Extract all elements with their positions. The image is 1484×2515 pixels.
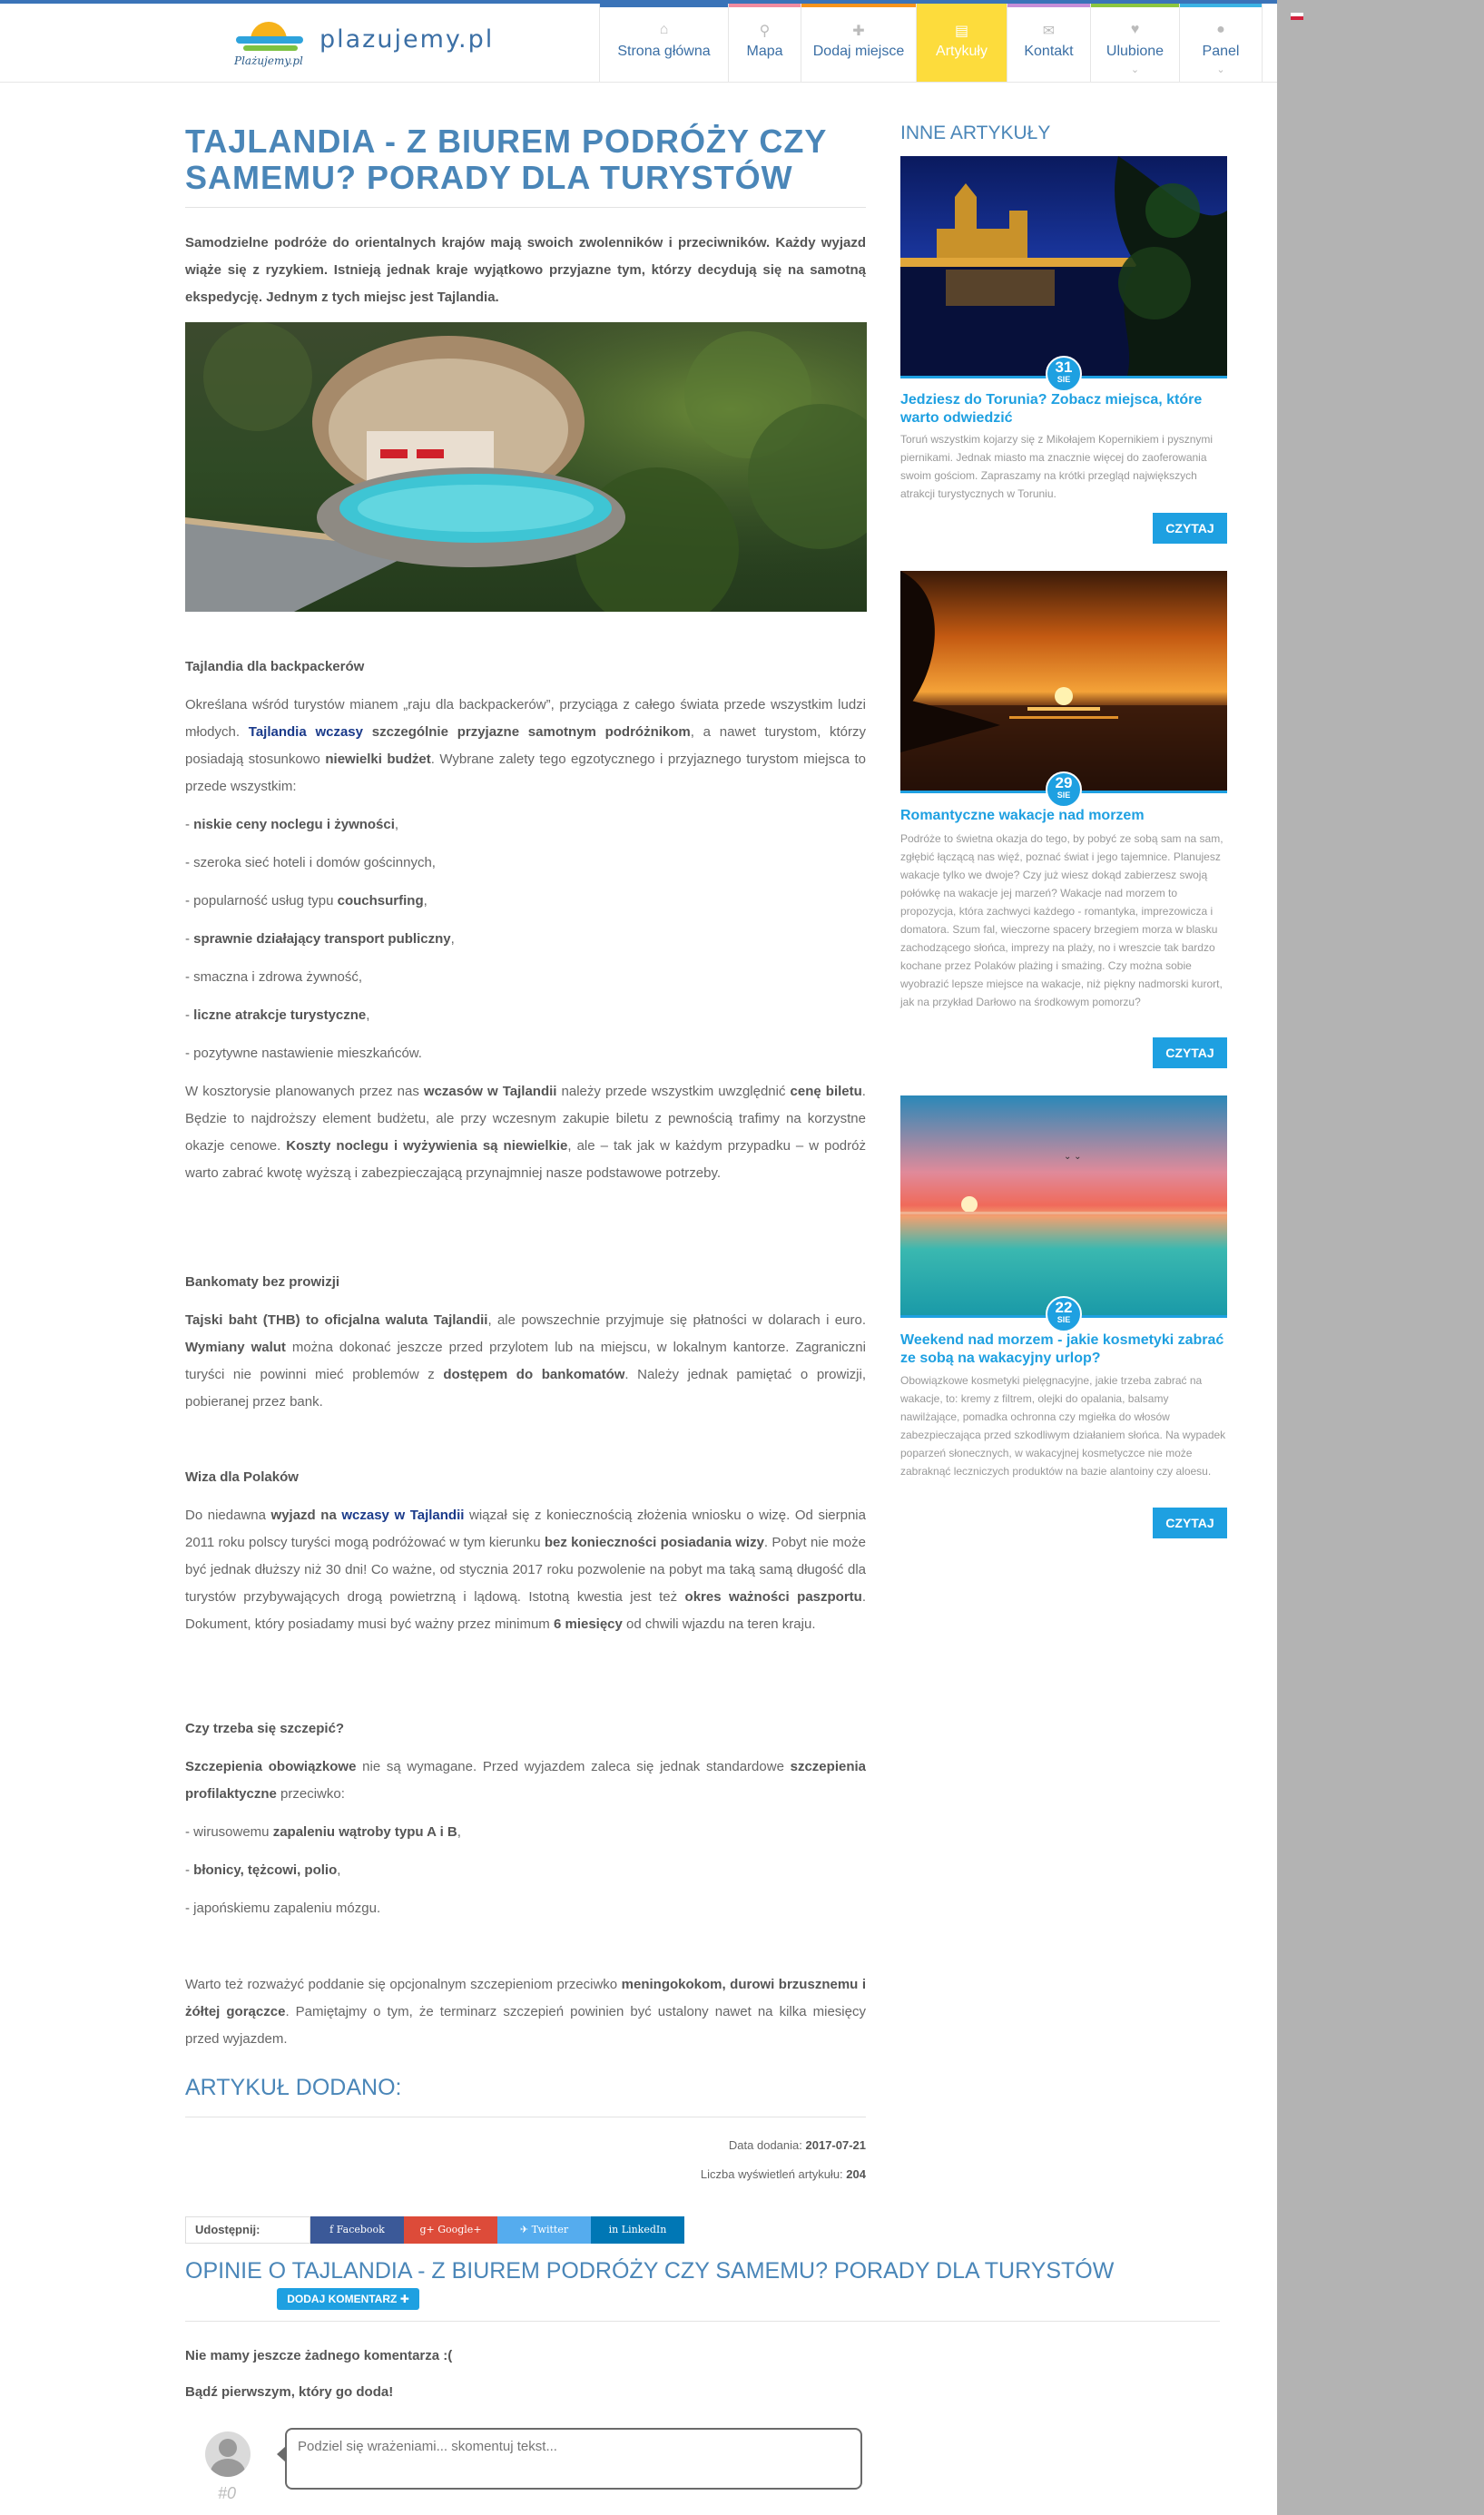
share-google-plus-button[interactable] (404, 2216, 497, 2244)
meta-value: 2017-07-21 (805, 2138, 866, 2152)
list-item-bold: sprawnie działający transport publiczny (193, 931, 451, 947)
article-card-excerpt: Obowiązkowe kosmetyki pielęgnacyjne, jakie trzeba zabrać na wakacje, to: kremy z filtrem, olejki do opalania, balsamy nawilżające, pomadka ochronna czy mgiełka do włosów zabezpieczająca przed szkodliwym działaniem słońca. Na wypadek poparzeń słonecznych, w wakacyjnej kosmetyczce nie może zabraknąć leczniczych produktów na bazie alantoiny czy aloesu. (900, 1374, 1226, 1478)
home-icon: ⌂ (659, 22, 669, 37)
list-item (185, 888, 866, 915)
heart-icon: ♥ (1130, 22, 1140, 37)
nav-map[interactable] (728, 4, 801, 82)
google-plus-icon: g+ (419, 2224, 438, 2235)
comments-heading: OPINIE O TAJLANDIA - Z BIUREM PODRÓŻY CZY SAMEMU? PORADY DLA TURYSTÓW (185, 2258, 1115, 2284)
nav-label: Strona główna (617, 44, 711, 59)
site-logo[interactable] (231, 16, 309, 69)
chevron-down-icon: ⌄ (1216, 64, 1225, 75)
nav-articles[interactable] (916, 4, 1007, 82)
advantages-list (185, 811, 866, 1067)
paragraph (185, 1971, 866, 2053)
list-item (185, 926, 866, 953)
share-twitter-button[interactable] (497, 2216, 591, 2244)
nav-add-place[interactable] (801, 4, 916, 82)
read-more-button[interactable]: CZYTAJ (1153, 1037, 1227, 1068)
list-item (185, 1895, 866, 1922)
svg-text:⌄ ⌄: ⌄ ⌄ (1064, 1152, 1082, 1162)
text-run: szczepienia profilaktyczne (185, 1759, 866, 1802)
pin-icon: ⚲ (759, 24, 771, 39)
list-item-text: - szeroka sieć hoteli i domów gościnnych, (185, 855, 436, 870)
list-item-bold: błonicy, tężcowi, polio (193, 1862, 338, 1878)
list-item-text: , (394, 817, 399, 832)
right-gutter (1277, 0, 1484, 2515)
date-month: SIE (1056, 1315, 1071, 1324)
article-card-title[interactable]: Weekend nad morzem - jakie kosmetyki zabrać ze sobą na wakacyjny urlop? (900, 1332, 1224, 1366)
text-run: , ale – tak jak w każdym przypadku – w podróż warto zabrać kwotę wyższą i zabezpieczającą przynajmniej nasze podstawowe potrzeby. (185, 1138, 866, 1181)
list-item-text: , (457, 1824, 461, 1840)
text-run: od chwili wjazdu na teren kraju. (622, 1616, 816, 1632)
meta-value: 204 (846, 2167, 866, 2181)
list-item-text: - (185, 1862, 194, 1878)
list-item-text: - (185, 817, 194, 832)
list-item-text: - smaczna i zdrowa żywność, (185, 969, 363, 985)
nav-color-bar (1007, 4, 1090, 7)
article-body-section-4 (185, 1715, 866, 1922)
plus-icon: ✚ (852, 24, 865, 39)
article-thumbnail-cosmetics[interactable] (900, 1095, 1227, 1318)
envelope-icon: ✉ (1042, 24, 1056, 39)
article-body-section-3 (185, 1464, 866, 1638)
list-item-text: - popularność usług typu (185, 893, 338, 909)
user-icon: ● (1216, 22, 1225, 37)
list-item (185, 1857, 866, 1884)
share-button-label: Twitter (531, 2224, 569, 2235)
text-run: Warto też rozważyć poddanie się opcjonalnym szczepieniom przeciwko (185, 1977, 622, 1992)
text-run: . Pamiętajmy o tym, że terminarz szczepień powinien być ustalony nawet na kilka miesięcy przed wyjazdem. (185, 2004, 866, 2047)
text-run: meningokokom, durowi brzusznemu i żółtej gorączce (185, 1977, 866, 2019)
list-item-bold: liczne atrakcje turystyczne (193, 1007, 367, 1023)
nav-label: Artykuły (936, 44, 988, 59)
date-month: SIE (1056, 375, 1071, 384)
list-item-text: - (185, 1007, 194, 1023)
flag-icon[interactable] (1291, 13, 1303, 20)
read-more-button[interactable]: CZYTAJ (1153, 1508, 1227, 1538)
list-item-text: - wirusowemu (185, 1824, 273, 1840)
article-added-heading: ARTYKUŁ DODANO: (185, 2075, 402, 2100)
nav-panel[interactable] (1179, 4, 1263, 82)
list-item (185, 850, 866, 877)
facebook-icon: f (329, 2224, 337, 2235)
comment-input[interactable] (285, 2428, 862, 2490)
list-item-text: - pozytywne nastawienie mieszkańców. (185, 1046, 422, 1061)
sidebar-title: INNE ARTYKUŁY (900, 123, 1051, 143)
text-run: szczególnie przyjazne samotnym podróżnikom (362, 724, 691, 740)
divider (185, 2321, 1220, 2322)
nav-color-bar (917, 4, 1007, 7)
list-item-bold: zapaleniu wątroby typu A i B (272, 1824, 457, 1840)
text-run: Szczepienia obowiązkowe (185, 1759, 357, 1774)
share-label: Udostępnij: (185, 2216, 310, 2244)
text-run: , a nawet turystom, którzy posiadają stosunkowo (185, 724, 866, 767)
nav-home[interactable] (599, 4, 728, 82)
comment-number: #0 (218, 2484, 237, 2502)
text-run: niewielki budżet (325, 752, 431, 767)
text-run: dostępem do bankomatów (443, 1367, 625, 1382)
paragraph (185, 1502, 866, 1638)
share-bar (185, 2216, 684, 2244)
list-item (185, 811, 866, 839)
plus-icon: ✚ (399, 2293, 409, 2305)
twitter-icon: ✈ (519, 2224, 532, 2235)
newspaper-icon: ▤ (954, 24, 969, 39)
article-body-section-2 (185, 1269, 866, 1416)
text-run: Do niedawna (185, 1508, 271, 1523)
text-run: Tajski baht (THB) to oficjalna waluta Tajlandii (185, 1312, 488, 1328)
article-card-title[interactable]: Romantyczne wakacje nad morzem (900, 808, 1145, 823)
avatar-head (219, 2439, 237, 2457)
list-item (185, 1040, 866, 1067)
nav-label: Panel (1202, 44, 1240, 59)
read-more-button[interactable]: CZYTAJ (1153, 513, 1227, 544)
list-item-text: - (185, 931, 194, 947)
list-item-bold: couchsurfing (337, 893, 424, 909)
text-run: przeciwko: (276, 1786, 345, 1802)
text-run: należy przede wszystkim uwzględnić (556, 1084, 791, 1099)
article-title: TAJLANDIA - Z BIUREM PODRÓŻY CZY SAMEMU? PORADY DLA TURYSTÓW (185, 123, 827, 196)
list-item-text: - japońskiemu zapaleniu mózgu. (185, 1901, 381, 1916)
vaccines-list (185, 1819, 866, 1922)
share-facebook-button[interactable] (310, 2216, 404, 2244)
article-card-excerpt: Toruń wszystkim kojarzy się z Mikołajem Kopernikiem i pysznymi piernikami. Jednak miasto ma znacznie więcej do zaoferowania swoim gościom. Zapraszamy na krótki przegląd największych atrakcji turystycznych w Toruniu. (900, 433, 1214, 500)
text-run: wyjazd na (270, 1508, 342, 1523)
text-run: , ale powszechnie przyjmuje się płatności w dolarach i euro. (487, 1312, 866, 1328)
site-header (0, 4, 1277, 83)
date-added (729, 2138, 866, 2152)
nav-color-bar (729, 4, 801, 7)
nav-favorites[interactable] (1090, 4, 1179, 82)
nav-label: Mapa (746, 44, 783, 59)
list-item-bold: niskie ceny noclegu i żywności (193, 817, 395, 832)
section-heading: Tajlandia dla backpackerów (185, 659, 365, 674)
article-intro: Samodzielne podróże do orientalnych krajów mają swoich zwolenników i przeciwników. Każdy wyjazd wiąże się z ryzykiem. Istnieją jednak kraje wyjątkowo przyjazne tym, którzy decydują się na samotną ekspedycję. Jednym z tych miejsc jest Tajlandia. (185, 235, 866, 305)
date-badge (1046, 771, 1082, 808)
list-item (185, 1002, 866, 1029)
nav-contact[interactable] (1007, 4, 1090, 82)
nav-color-bar (801, 4, 916, 7)
article-thumbnail-torun[interactable] (900, 156, 1227, 378)
wave-icon (236, 36, 303, 44)
share-button-label: Google+ (437, 2224, 482, 2235)
section-heading: Czy trzeba się szczepić? (185, 1721, 345, 1736)
paragraph (185, 1754, 866, 1808)
text-run: . Pobyt nie może być jednak dłuższy niż 30 dni! Co ważne, od stycznia 2017 roku pozwolenie na pobyt ma taką samą długość dla turystów przybywających drogą powietrzną i lądową. Istotną kwestia jest też (185, 1535, 866, 1605)
article-body-section-1 (185, 653, 866, 1187)
article-thumbnail-romantic[interactable] (900, 571, 1227, 793)
text-run: 6 miesięcy (553, 1616, 623, 1632)
text-run: . Będzie to najdroższy element budżetu, ale przy wczesnym zakupie biletu z pewnością trafimy na korzystne okazje cenowe. (185, 1084, 866, 1154)
text-run: cenę biletu (790, 1084, 862, 1099)
text-run: W kosztorysie planowanych przez nas (185, 1084, 424, 1099)
text-run: bez konieczności posiadania wizy (544, 1535, 764, 1550)
list-item (185, 964, 866, 991)
text-run: Koszty noclegu i wyżywienia są niewielkie (286, 1138, 568, 1154)
list-item-text: , (450, 931, 455, 947)
link-tajlandia-wczasy[interactable]: Tajlandia wczasy (248, 724, 363, 740)
nav-label: Ulubione (1106, 44, 1165, 59)
section-heading: Wiza dla Polaków (185, 1469, 299, 1485)
meta-label: Liczba wyświetleń artykułu: (700, 2167, 843, 2181)
date-badge (1046, 1296, 1082, 1332)
article-card-excerpt: Podróże to świetna okazja do tego, by pobyć ze sobą sam na sam, zgłębić łączącą nas więź, poznać świat i jego tajemnice. Planujesz wakacje tylko we dwoje? Czy już wiesz dokąd zabierzesz swoją połówkę na wakacje jej marzeń? Wakacje nad morzem to propozycja, która zachwyci każdego - romantyka, imprezowicza i domatora. Szum fal, wieczorne spacery brzegiem morza w blasku zachodzącego słońca, imprezy na plaży, no i wreszcie tak bardzo kochane przez Polaków plażing i smażing. Czy można sobie wyobrazić lepsze miejsce na wakacje, niż piękny nadmorski kurort, jak na przykład Darłowo na środkowym pomorzu? (900, 832, 1224, 1008)
date-badge (1046, 356, 1082, 392)
paragraph (185, 1307, 866, 1416)
date-day: 29 (1055, 774, 1073, 791)
share-linkedin-button[interactable] (591, 2216, 684, 2244)
section-heading: Bankomaty bez prowizji (185, 1274, 340, 1290)
nav-color-bar (1091, 4, 1179, 7)
paragraph (185, 1078, 866, 1187)
text-run: okres ważności paszportu (684, 1589, 862, 1605)
main-nav (599, 4, 1263, 82)
be-first-text: Bądź pierwszym, który go doda! (185, 2384, 394, 2400)
list-item (185, 1819, 866, 1846)
list-item-text: , (423, 893, 428, 909)
text-run: Wymiany walut (185, 1340, 286, 1355)
text-run: wiązał się z koniecznością złożenia wniosku o wizę. Od sierpnia 2011 roku polscy turyści mogą podróżować w tym kierunku (185, 1508, 866, 1550)
logo-text: Plażujemy.pl (234, 54, 303, 67)
link-wczasy-w-tajlandii[interactable]: wczasy w Tajlandii (341, 1508, 465, 1523)
date-day: 31 (1055, 359, 1073, 376)
text-run: . Należy jednak pamiętać o prowizji, pobieranej przez bank. (185, 1367, 866, 1410)
date-day: 22 (1055, 1299, 1073, 1316)
list-item-text: , (337, 1862, 341, 1878)
avatar-shoulders (211, 2459, 245, 2477)
share-button-label: Facebook (336, 2224, 385, 2235)
divider (185, 207, 866, 208)
brand-name[interactable]: plazujemy.pl (319, 25, 495, 54)
meta-label: Data dodania: (728, 2138, 802, 2152)
nav-label: Dodaj miejsce (812, 44, 905, 59)
linkedin-icon: in (608, 2224, 622, 2235)
no-comments-text: Nie mamy jeszcze żadnego komentarza :( (185, 2348, 453, 2363)
avatar (205, 2431, 251, 2477)
text-run: Określana wśród turystów mianem „raju dla backpackerów”, przyciąga z całego świata przede wszystkim ludzi młodych. (185, 697, 866, 740)
text-run: nie są wymagane. Przed wyjazdem zaleca się jednak standardowe (356, 1759, 791, 1774)
article-body-section-5 (185, 1971, 866, 2053)
list-item-text: , (366, 1007, 370, 1023)
add-comment-button[interactable] (277, 2288, 419, 2310)
view-count (701, 2167, 866, 2181)
chevron-down-icon: ⌄ (1130, 64, 1140, 75)
nav-color-bar (600, 4, 728, 7)
text-run: wczasów w Tajlandii (423, 1084, 557, 1099)
article-card-title[interactable]: Jedziesz do Torunia? Zobacz miejsca, które warto odwiedzić (900, 392, 1203, 426)
share-button-label: LinkedIn (621, 2224, 667, 2235)
paragraph (185, 692, 866, 801)
button-label: DODAJ KOMENTARZ (287, 2293, 398, 2305)
wave-icon-2 (243, 45, 298, 51)
text-run: . Wybrane zalety tego egzotycznego i przyjaznego turystom miejsca to przede wszystkim: (185, 752, 866, 794)
text-run: można dokonać jeszcze przed przylotem lub na miejscu, w lokalnym kantorze. Zagraniczni turyści nie powinni mieć problemów z (185, 1340, 866, 1382)
nav-label: Kontakt (1024, 44, 1074, 59)
nav-color-bar (1180, 4, 1262, 7)
article-hero-image (185, 322, 867, 612)
text-run: . Dokument, który posiadamy musi być ważny przez minimum (185, 1589, 866, 1632)
date-month: SIE (1056, 791, 1071, 800)
